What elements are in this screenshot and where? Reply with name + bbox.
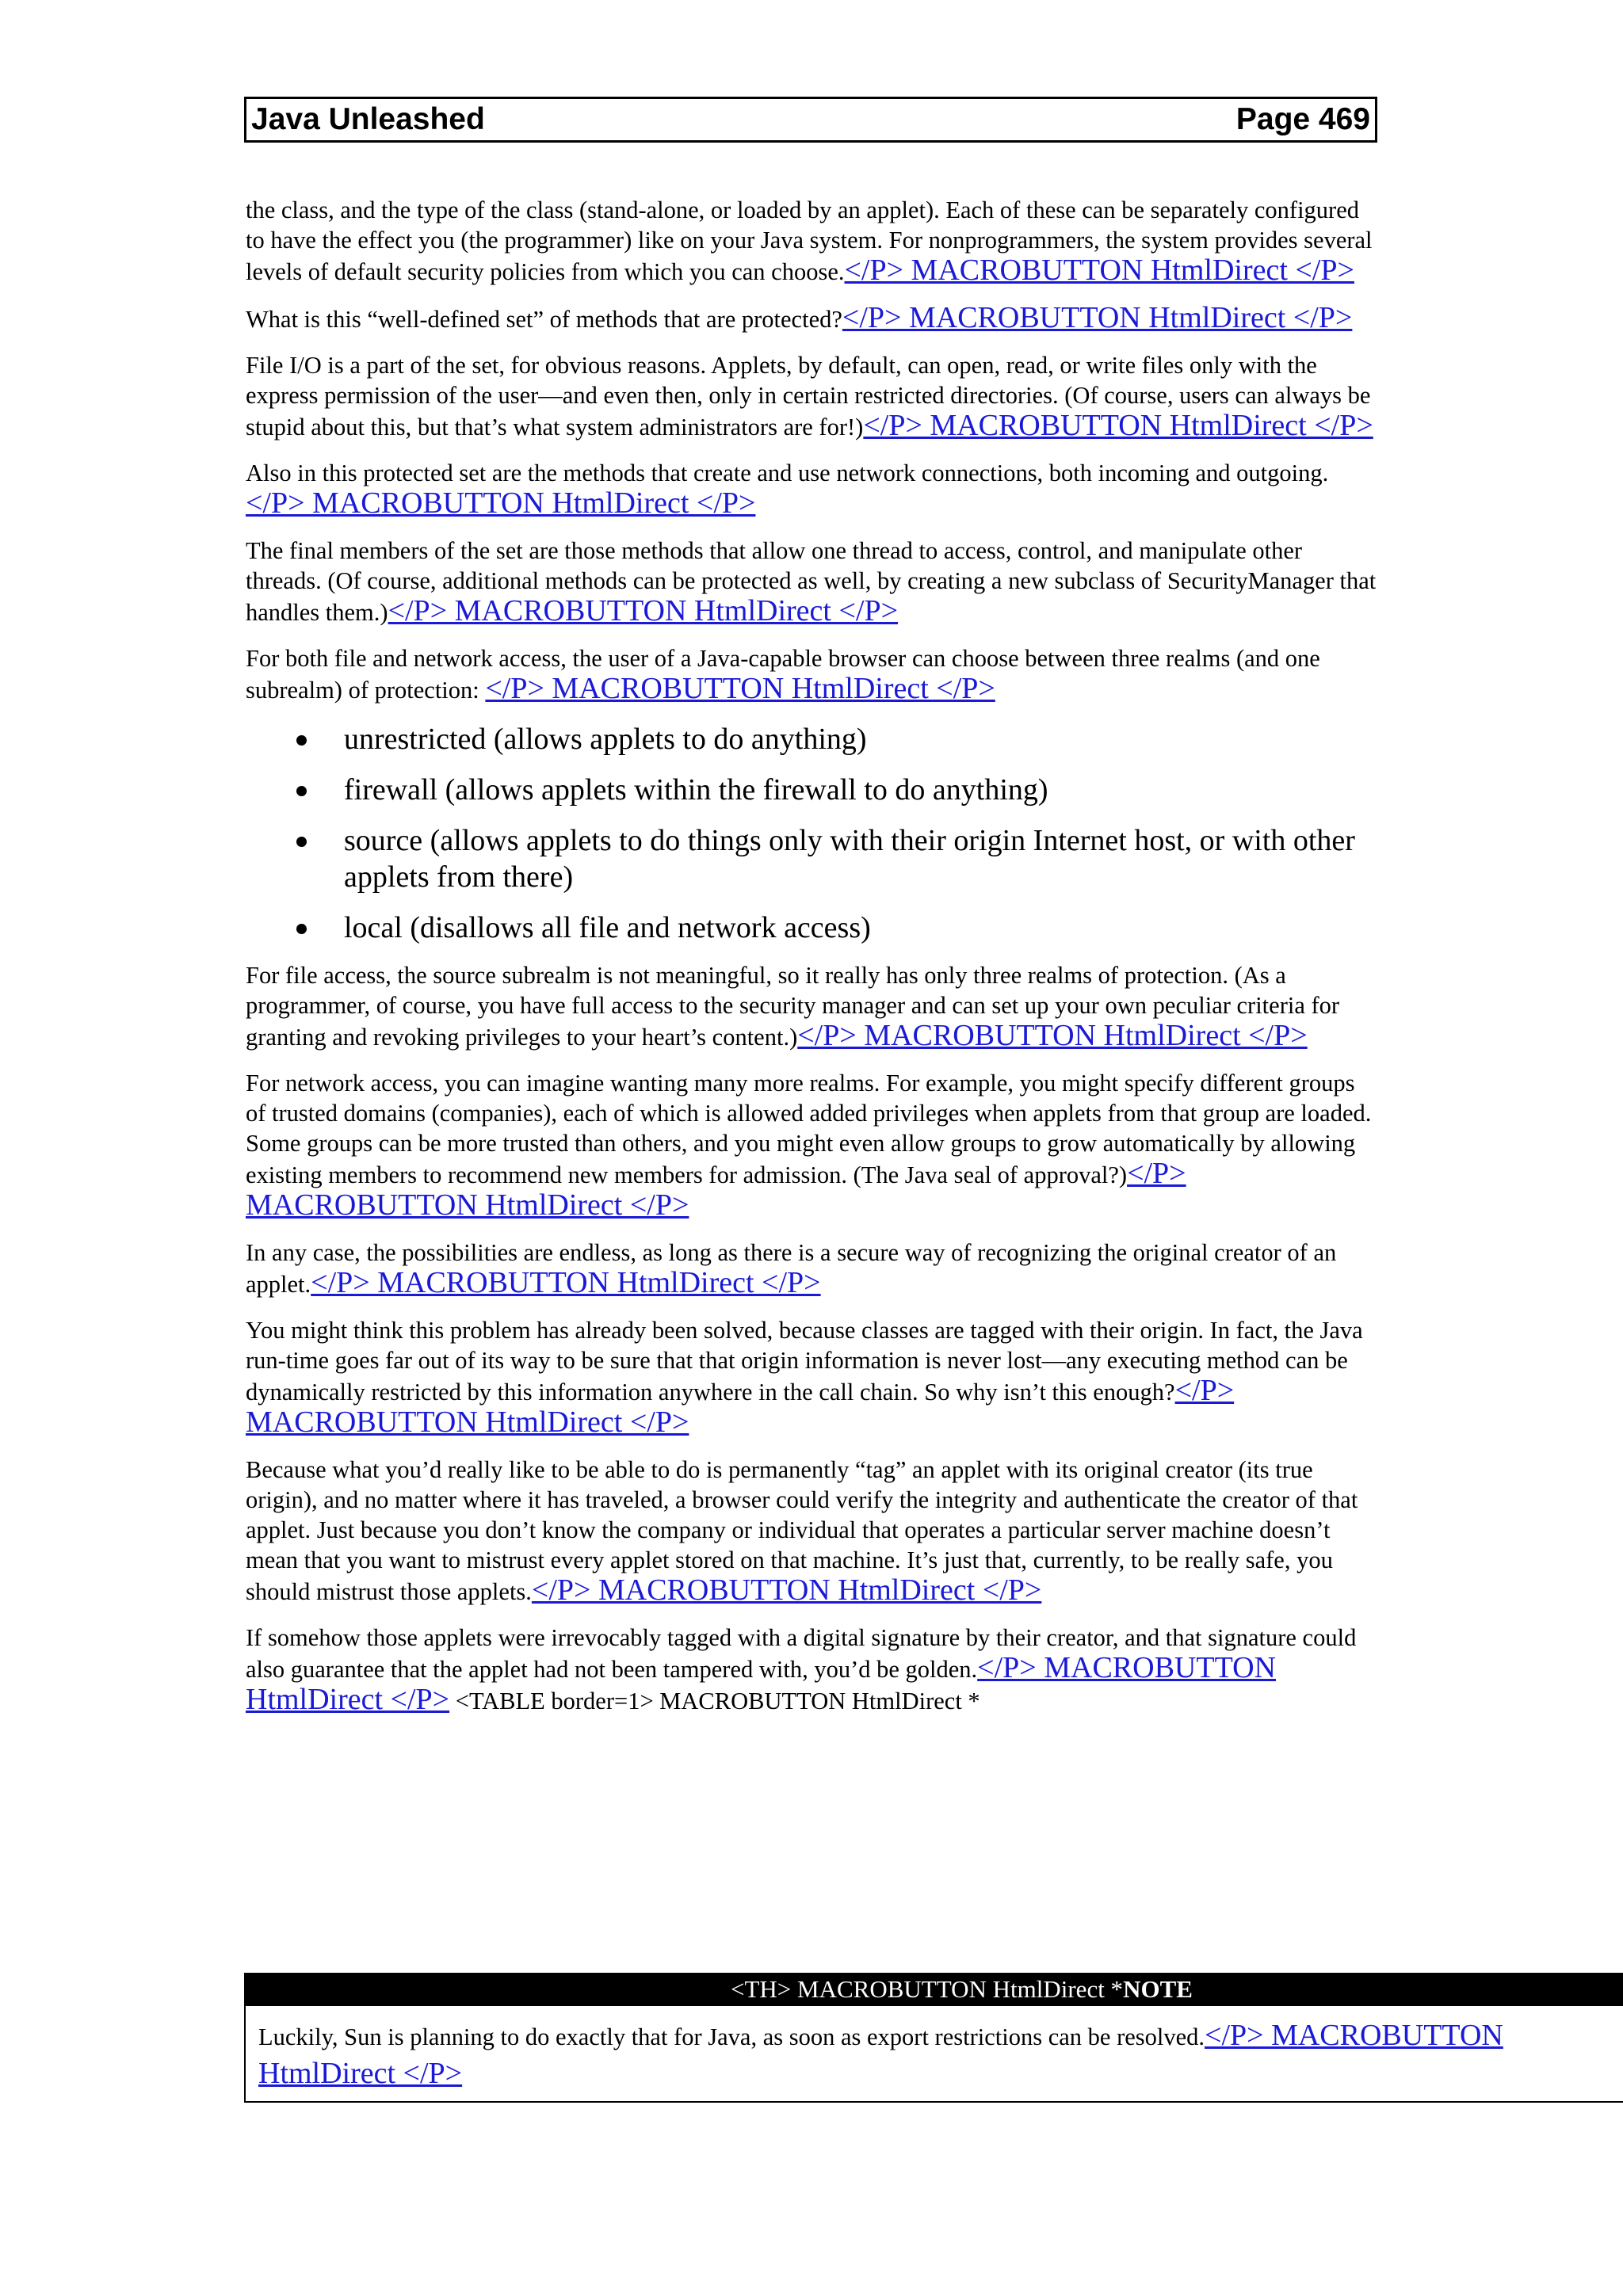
note-label: NOTE [1123,1975,1193,2003]
bullet-icon [296,924,307,934]
list-item: local (disallows all file and network access) [296,910,1381,946]
paragraph: Also in this protected set are the methods that create and use network connections, both incoming and outgoing.</P> MACROBUTTON HtmlDirect </P> [246,460,1329,520]
macrobutton-link[interactable]: </P> MACROBUTTON HtmlDirect </P> [797,1019,1308,1052]
paragraph: The final members of the set are those methods that allow one thread to access, control, and manipulate other threads. (Of course, additional methods can be protected as well, by creating a new subclass of SecurityManager that handles them.)</P> MACROBUTTON HtmlDirect </P> [246,537,1377,627]
bullet-icon [296,786,307,796]
macrobutton-link[interactable]: </P> MACROBUTTON HtmlDirect </P> [531,1573,1042,1607]
paragraph: the class, and the type of the class (stand-alone, or loaded by an applet). Each of these can be separately configured to have the effect you (the programmer) like on your Java system. For nonprogrammers, the system provides several levels of default security policies from which you can choose.</P> MACROBUTTON HtmlDirect </P> [246,196,1373,287]
paragraph: What is this “well-defined set” of methods that are protected?</P> MACROBUTTON HtmlDirect </P> [246,301,1353,334]
macrobutton-link[interactable]: </P> MACROBUTTON HtmlDirect </P> [842,301,1353,334]
bullet-icon [296,837,307,847]
note-table [244,1973,1623,2103]
realm-list [246,721,1381,946]
macrobutton-link[interactable]: </P> MACROBUTTON HtmlDirect </P> [863,409,1373,442]
document-body [246,195,1381,1732]
macrobutton-link[interactable]: </P> MACROBUTTON HtmlDirect </P> [246,1651,1276,1716]
page-number: Page 469 [1235,102,1370,136]
bullet-icon [296,735,307,746]
paragraph: For file access, the source subrealm is not meaningful, so it really has only three realms of protection. (As a programmer, of course, you have full access to the security manager and can set up your own peculiar criteria for granting and revoking privileges to your heart’s content.)</P> MACROBUTTON HtmlDirect </P> [246,962,1340,1052]
table-markup-text: <TABLE border=1> MACROBUTTON HtmlDirect * [449,1688,980,1714]
page-header [244,97,1377,143]
paragraph: File I/O is a part of the set, for obvious reasons. Applets, by default, can open, read, or write files only with the express permission of the user—and even then, only in certain restricted directories. (Of course, users can always be stupid about this, but that’s what system administrators are for!)</P> MACROBUTTON HtmlDirect </P> [246,352,1373,442]
list-item: firewall (allows applets within the firewall to do anything) [296,772,1381,808]
macrobutton-link[interactable]: </P> MACROBUTTON HtmlDirect </P> [258,2019,1503,2090]
paragraph: If somehow those applets were irrevocably tagged with a digital signature by their creator, and that signature could also guarantee that the applet had not been tampered with, you’d be golden.</P> MACROBUTTON HtmlDirect </P> <TABLE border=1> MACROBUTTON HtmlDirect * [246,1624,1357,1716]
paragraph: In any case, the possibilities are endless, as long as there is a secure way of recognizing the original creator of an applet.</P> MACROBUTTON HtmlDirect </P> [246,1239,1337,1299]
macrobutton-link[interactable]: </P> MACROBUTTON HtmlDirect </P> [388,594,899,627]
paragraph: For both file and network access, the user of a Java-capable browser can choose between three realms (and one subrealm) of protection: </P> MACROBUTTON HtmlDirect </P> [246,645,1320,705]
list-item: unrestricted (allows applets to do anything) [296,721,1381,757]
macrobutton-link[interactable]: </P> MACROBUTTON HtmlDirect </P> [246,486,756,520]
macrobutton-link[interactable]: </P> MACROBUTTON HtmlDirect </P> [246,1157,1186,1222]
paragraph: For network access, you can imagine wanting many more realms. For example, you might specify different groups of trusted domains (companies), each of which is allowed added privileges when applets from that group are loaded. Some groups can be more trusted than others, and you might even allow groups to grow automatically by allowing existing members to recommend new members for admission. (The Java seal of approval?)</P> MACROBUTTON HtmlDirect </P> [246,1070,1372,1222]
macrobutton-link[interactable]: </P> MACROBUTTON HtmlDirect </P> [485,672,995,705]
macrobutton-link[interactable]: </P> MACROBUTTON HtmlDirect </P> [844,254,1354,287]
paragraph: Because what you’d really like to be able to do is permanently “tag” an applet with its original creator (its true origin), and no matter where it has traveled, a browser could verify the integrity and authenticate the creator of that applet. Just because you don’t know the company or individual that operates a particular server machine doesn’t mean that you want to mistrust every applet stored on that machine. It’s just that, currently, to be really safe, you should mistrust those applets.</P> MACROBUTTON HtmlDirect </P> [246,1456,1358,1607]
macrobutton-link[interactable]: </P> MACROBUTTON HtmlDirect </P> [246,1374,1235,1439]
list-item: source (allows applets to do things only with their origin Internet host, or with other applets from there) [296,822,1381,895]
book-title: Java Unleashed [251,102,485,136]
note-header: <TH> MACROBUTTON HtmlDirect *NOTE [246,1973,1623,2006]
macrobutton-link[interactable]: </P> MACROBUTTON HtmlDirect </P> [311,1266,821,1299]
paragraph: You might think this problem has already been solved, because classes are tagged with their origin. In fact, the Java run-time goes far out of its way to be sure that that origin information is never lost—any executing method can be dynamically restricted by this information anywhere in the call chain. So why isn’t this enough?</P> MACROBUTTON HtmlDirect </P> [246,1317,1363,1439]
note-body: Luckily, Sun is planning to do exactly that for Java, as soon as export restrictions can be resolved.</P> MACROBUTTON HtmlDirect </P> [258,2019,1503,2090]
